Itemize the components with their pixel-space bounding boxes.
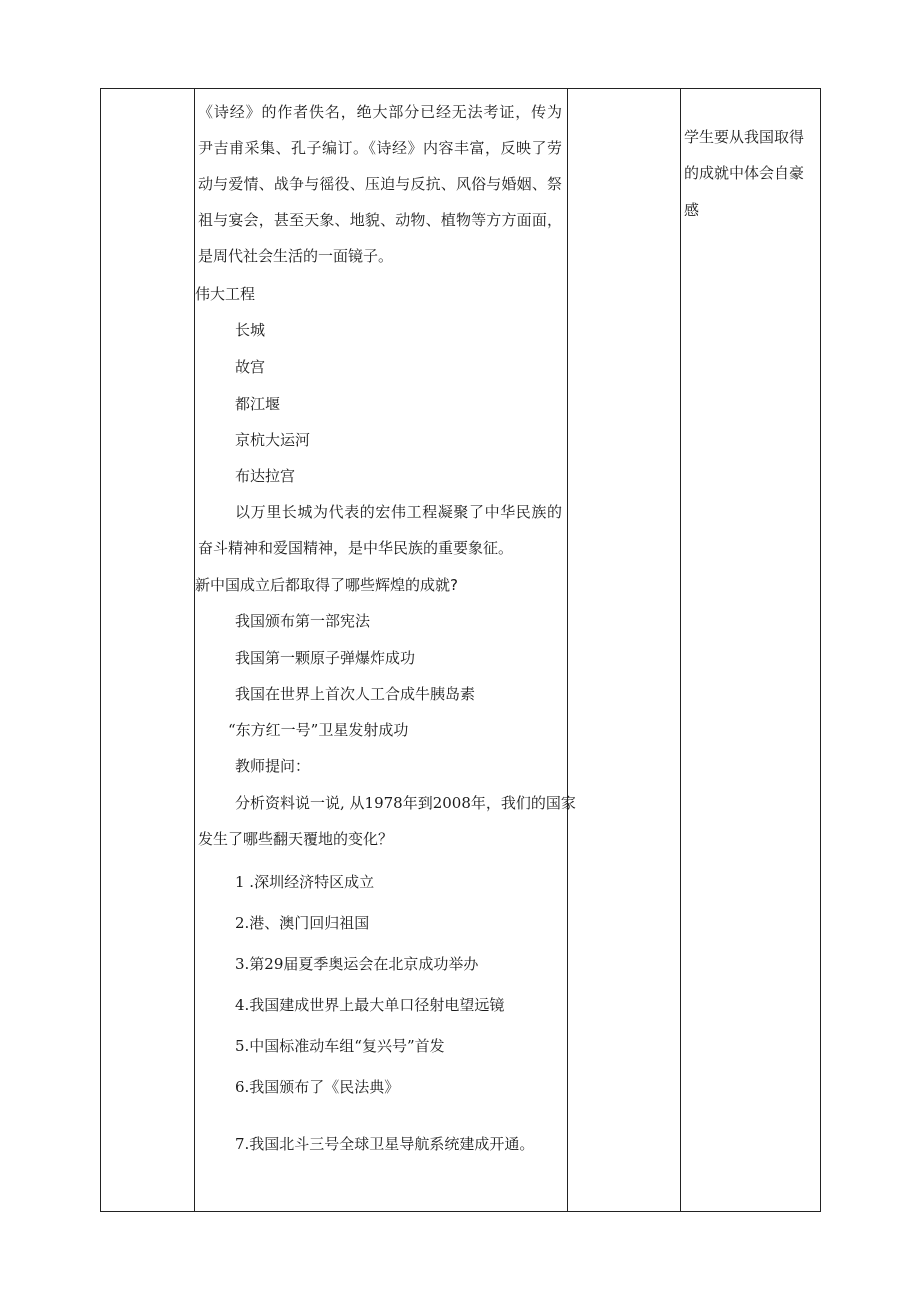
list-item: 长城 xyxy=(235,321,266,339)
list-item: 京杭大运河 xyxy=(235,431,311,449)
paragraph-line: 以万里长城为代表的宏伟工程凝聚了中华民族的 xyxy=(235,503,562,521)
paragraph-line: 动与爱情、战争与徭役、压迫与反抗、风俗与婚姻、祭 xyxy=(198,175,562,193)
list-item: 我国在世界上首次人工合成牛胰岛素 xyxy=(235,685,476,703)
paragraph-line: 发生了哪些翻天覆地的变化？ xyxy=(198,830,394,848)
note-line: 感 xyxy=(684,201,700,219)
paragraph-line: 是周代社会生活的一面镜子。 xyxy=(198,247,394,265)
paragraph-line: 《诗经》的作者佚名，绝大部分已经无法考证，传为 xyxy=(198,103,562,121)
list-item: 3.第29届夏季奥运会在北京成功举办 xyxy=(235,955,479,973)
list-item: 4.我国建成世界上最大单口径射电望远镜 xyxy=(235,996,505,1014)
list-item: 我国第一颗原子弹爆炸成功 xyxy=(235,649,416,667)
paragraph-line: 祖与宴会，甚至天象、地貌、动物、植物等方方面面， xyxy=(198,211,562,229)
empty-cell-middle xyxy=(568,89,680,1211)
list-item: 1 .深圳经济特区成立 xyxy=(235,873,375,891)
list-item: 2.港、澳门回归祖国 xyxy=(235,914,370,932)
section-heading: 伟大工程 xyxy=(195,285,256,303)
list-item: 6.我国颁布了《民法典》 xyxy=(235,1078,400,1096)
list-item: 5.中国标准动车组“复兴号”首发 xyxy=(235,1037,445,1055)
paragraph-line: 分析资料说一说, 从1978年到2008年，我们的国家 xyxy=(235,794,576,812)
list-item: 故宫 xyxy=(235,358,266,376)
list-item: “东方红一号”卫星发射成功 xyxy=(228,721,409,739)
list-item: 7.我国北斗三号全球卫星导航系统建成开通。 xyxy=(235,1135,535,1153)
teacher-question-label: 教师提问： xyxy=(235,757,311,775)
lesson-table xyxy=(100,88,821,1212)
list-item: 布达拉宫 xyxy=(235,467,296,485)
notes-cell xyxy=(681,89,821,1211)
paragraph-line: 奋斗精神和爱国精神，是中华民族的重要象征。 xyxy=(198,539,514,557)
content-cell xyxy=(195,89,576,1211)
paragraph-line: 尹吉甫采集、孔子编订。《诗经》内容丰富，反映了劳 xyxy=(198,139,562,157)
list-item: 都江堰 xyxy=(235,395,281,413)
section-heading: 新中国成立后都取得了哪些辉煌的成就? xyxy=(195,576,458,594)
note-line: 的成就中体会自豪 xyxy=(684,164,805,182)
note-line: 学生要从我国取得 xyxy=(684,128,805,146)
list-item: 我国颁布第一部宪法 xyxy=(235,612,371,630)
empty-cell-left xyxy=(101,89,194,1211)
